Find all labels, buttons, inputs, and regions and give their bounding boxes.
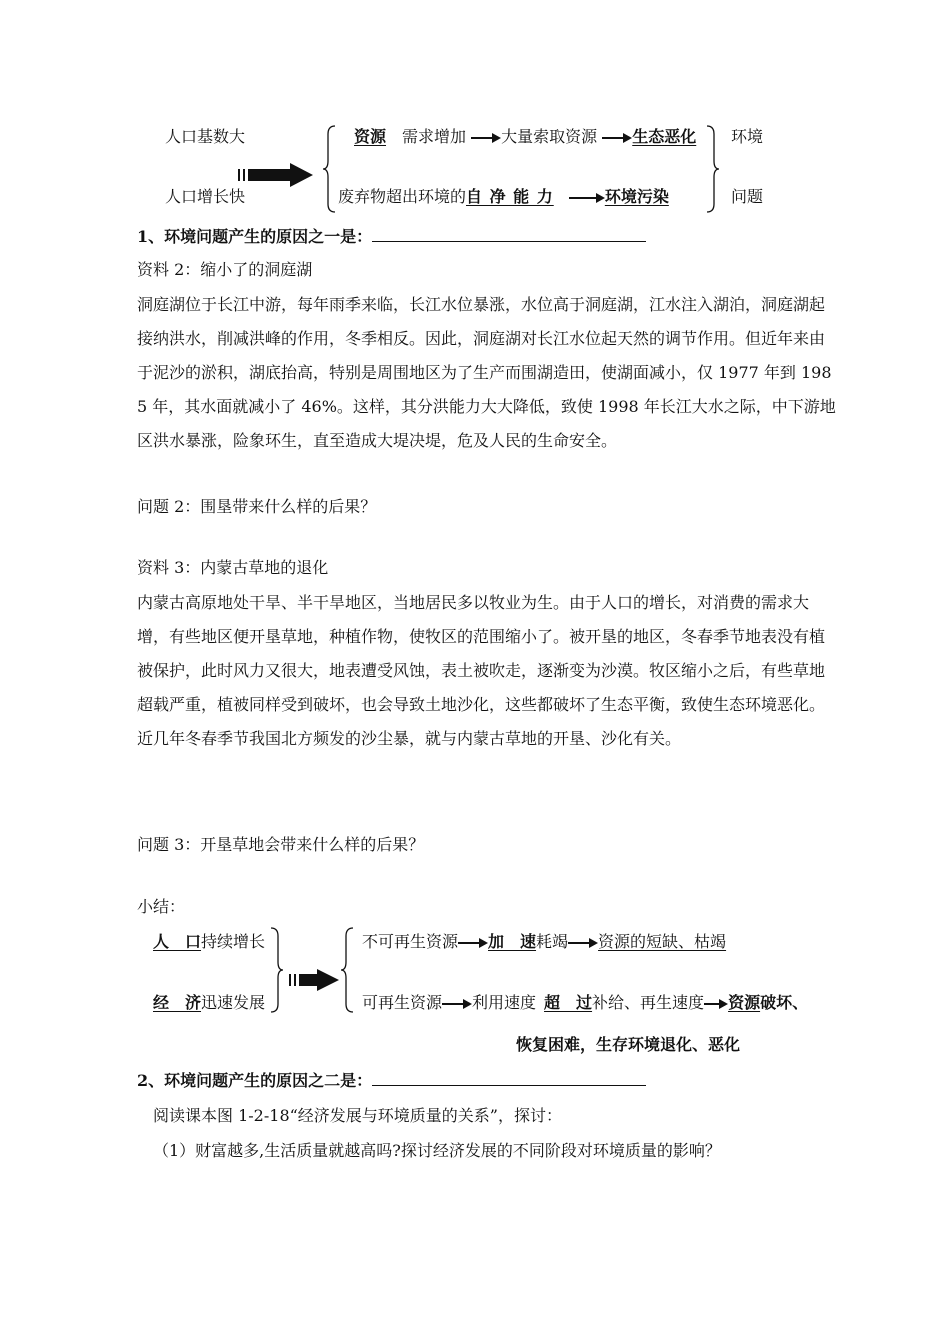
ecology-worsen-label: 生态恶化 bbox=[632, 127, 697, 146]
exceed-label: 超 过 bbox=[544, 993, 593, 1012]
material3-title: 资料 3：内蒙古草地的退化 bbox=[137, 558, 329, 577]
question1 bbox=[137, 227, 646, 247]
material2-body: 洞庭湖位于长江中游，每年雨季来临，长江水位暴涨，水位高于洞庭湖，江水注入湖泊，洞庭湖起接纳洪水，削减洪峰的作用，冬季相反。因此，洞庭湖对长江水位起天然的调节作用。但近年来由于泥沙的淤积，湖底抬高，特别是周围地区为了生产而围湖造田，使湖面减小，仅 1977 年到 1985 年，其水面就减小了 46%。这样，其分洪能力大大降低，致使 1998 年长江大水之际，中下游地区洪水暴涨，险象环生，直至造成大堤决堤，危及人民的生命安全。 bbox=[137, 295, 836, 450]
population-growth-label: 人口增长快 bbox=[165, 187, 246, 206]
question-cause2-label: 2、环境问题产生的原因之二是： bbox=[137, 1071, 373, 1090]
summary-economy bbox=[153, 993, 265, 1013]
summary-row1 bbox=[362, 932, 726, 952]
take-resources-label: 大量索取资源 bbox=[501, 127, 598, 146]
question3: 问题 3：开垦草地会带来什么样的后果？ bbox=[137, 835, 425, 854]
arrow-icon bbox=[569, 193, 605, 203]
big-arrow-icon bbox=[238, 163, 313, 187]
demand-increase-label: 需求增加 bbox=[402, 127, 467, 146]
resource-label: 资源 bbox=[354, 127, 387, 146]
rapid-development-label: 迅速发展 bbox=[201, 993, 266, 1012]
environment-label: 环境 bbox=[731, 127, 764, 146]
summary-row3: 恢复困难，生存环境退化、恶化 bbox=[516, 1035, 741, 1054]
damage-label: 破坏、 bbox=[760, 993, 809, 1012]
right-brace-icon bbox=[270, 926, 284, 1014]
discussion-question-1: （1）财富越多,生活质量就越高吗?探讨经济发展的不同阶段对环境质量的影响？ bbox=[153, 1141, 721, 1160]
resource-label: 资源 bbox=[728, 993, 761, 1012]
arrow-icon bbox=[568, 938, 598, 948]
use-speed-label: 利用速度 bbox=[472, 993, 537, 1012]
diagram1-row2 bbox=[338, 187, 691, 207]
waste-label: 废弃物超出环境的 bbox=[338, 187, 467, 206]
summary-title: 小结： bbox=[137, 897, 186, 916]
population-label: 人 口 bbox=[153, 932, 202, 951]
exhaust-label: 耗竭 bbox=[536, 932, 569, 951]
left-brace-icon bbox=[340, 926, 354, 1014]
answer-blank-2[interactable] bbox=[372, 1071, 646, 1086]
summary-row2 bbox=[362, 993, 808, 1013]
material3-body: 内蒙古高原地处干旱、半干旱地区，当地居民多以牧业为生。由于人口的增长，对消费的需求大增，有些地区便开垦草地，种植作物，使牧区的范围缩小了。被开垦的地区，冬春季节地表没有植被保护，此时风力又很大，地表遭受风蚀，表土被吹走，逐渐变为沙漠。牧区缩小之后，有些草地超载严重，植被同样受到破坏，也会导致土地沙化，这些都破坏了生态平衡，致使生态环境恶化。近几年冬春季节我国北方频发的沙尘暴，就与内蒙古草地的开垦、沙化有关。 bbox=[137, 593, 826, 748]
pollution-label: 环境污染 bbox=[604, 187, 669, 206]
right-brace-icon bbox=[706, 124, 720, 214]
regen-speed-label: 补给、再生速度 bbox=[592, 993, 705, 1012]
arrow-icon bbox=[442, 999, 472, 1009]
arrow-icon bbox=[458, 938, 488, 948]
renewable-label: 可再生资源 bbox=[362, 993, 443, 1012]
accelerate-label: 加 速 bbox=[488, 932, 537, 951]
sustained-growth-label: 持续增长 bbox=[201, 932, 266, 951]
arrow-icon bbox=[602, 133, 632, 143]
summary-population bbox=[153, 932, 265, 952]
population-base-label: 人口基数大 bbox=[165, 127, 246, 146]
economy-label: 经 济 bbox=[153, 993, 202, 1012]
shortage-label: 资源的短缺、枯竭 bbox=[598, 932, 727, 951]
question-cause2 bbox=[137, 1071, 646, 1091]
question1-label: 1、环境问题产生的原因之一是： bbox=[137, 227, 373, 246]
material2-title: 资料 2：缩小了的洞庭湖 bbox=[137, 260, 313, 279]
problem-label: 问题 bbox=[731, 187, 764, 206]
diagram1-row1 bbox=[338, 127, 696, 147]
arrow-icon bbox=[704, 999, 728, 1009]
self-purification-label: 自 净 能 力 bbox=[466, 187, 554, 206]
reading-instruction: 阅读课本图 1-2-18“经济发展与环境质量的关系”，探讨： bbox=[153, 1106, 562, 1125]
big-arrow-icon bbox=[289, 969, 339, 991]
arrow-icon bbox=[471, 133, 501, 143]
nonrenewable-label: 不可再生资源 bbox=[362, 932, 459, 951]
answer-blank-1[interactable] bbox=[372, 227, 646, 242]
left-brace-icon bbox=[322, 124, 336, 214]
question2: 问题 2：围垦带来什么样的后果？ bbox=[137, 497, 377, 516]
